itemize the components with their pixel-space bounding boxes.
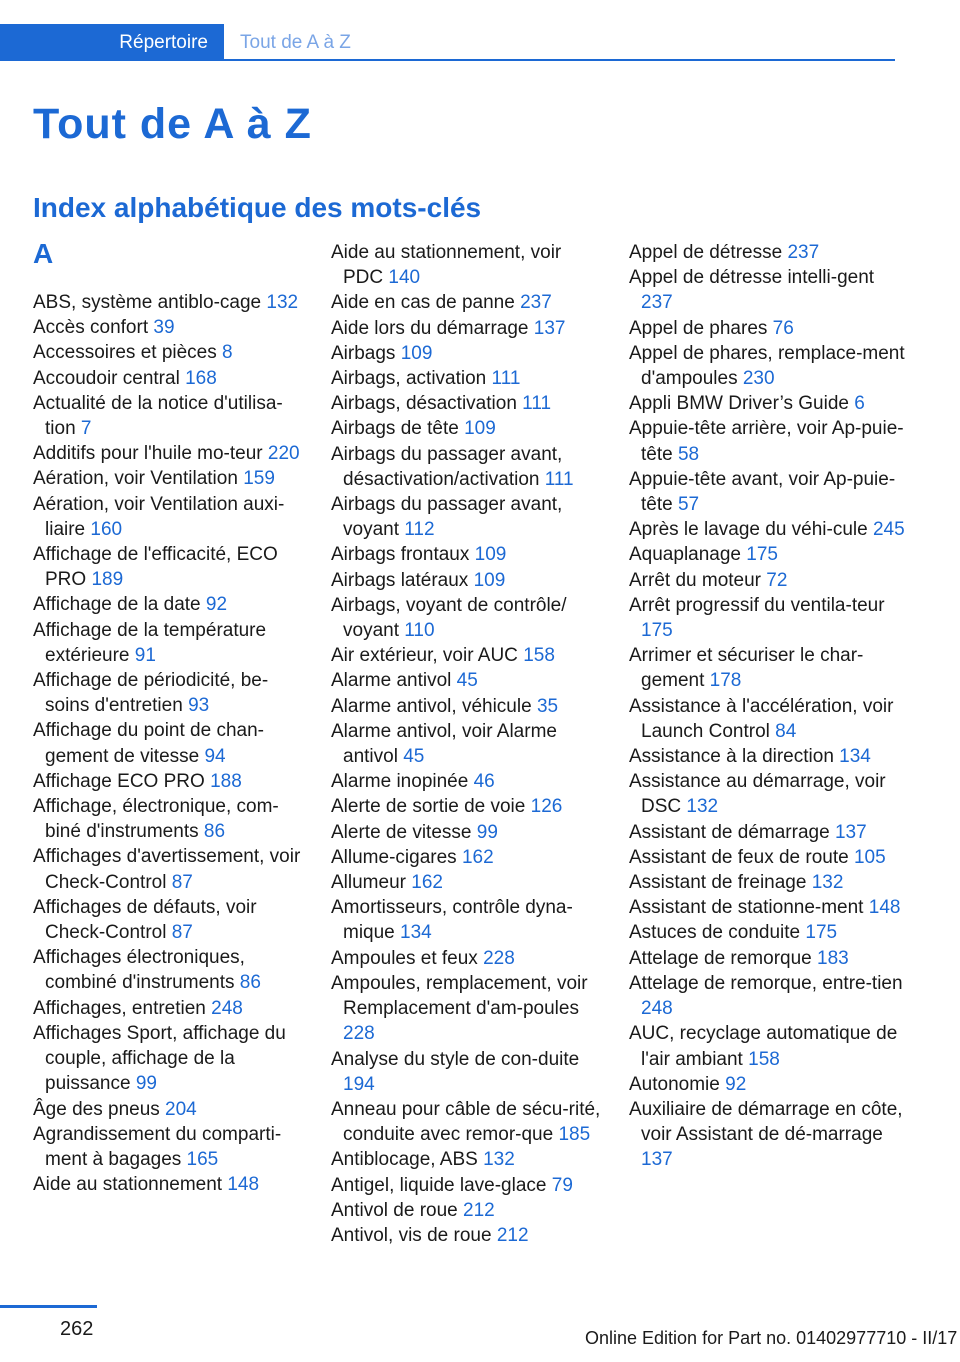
index-entry <box>33 996 305 1021</box>
entry-term: Autonomie <box>629 1073 720 1095</box>
index-entry <box>629 820 909 845</box>
index-entry <box>331 391 603 416</box>
index-entry <box>629 694 909 744</box>
index-entry <box>331 341 603 366</box>
index-entry <box>33 315 305 340</box>
entry-term: Arrêt du moteur <box>629 569 761 591</box>
entry-page-link[interactable]: 93 <box>188 695 210 717</box>
entry-term: Aération, voir Ventilation auxi-liaire <box>33 493 285 540</box>
entry-term: Actualité de la notice d'utilisa-tion <box>33 392 283 440</box>
entry-page-link[interactable]: 35 <box>536 695 559 717</box>
index-entry <box>331 769 603 794</box>
entry-page-link[interactable]: 248 <box>641 998 673 1020</box>
tab-repertoire[interactable]: Répertoire <box>0 24 224 61</box>
index-entry <box>331 593 603 643</box>
entry-term: Airbags latéraux <box>331 569 469 591</box>
entry-page-link[interactable]: 159 <box>243 468 275 490</box>
entry-term: Attelage de remorque, entre-tien <box>629 972 903 994</box>
entry-term: Antiblocage, ABS <box>331 1149 478 1171</box>
entry-term: Assistance à la direction <box>629 746 834 768</box>
entry-page-link[interactable]: 158 <box>523 645 555 667</box>
entry-term: Alarme antivol, voir Alarme antivol <box>331 720 557 768</box>
entry-term: Affichage ECO PRO <box>33 770 205 792</box>
section-letter: A <box>33 238 54 269</box>
index-entry <box>33 441 305 466</box>
entry-page-link[interactable]: 165 <box>186 1148 219 1170</box>
index-entry <box>331 643 603 668</box>
entry-term: Aquaplanage <box>629 544 741 566</box>
entry-term: Accoudoir central <box>33 367 180 389</box>
entry-page-link[interactable]: 87 <box>171 922 193 944</box>
index-entry <box>629 1097 909 1173</box>
entry-page-link[interactable]: 91 <box>134 644 156 666</box>
index-entry <box>331 845 603 870</box>
entry-term: Antivol, vis de roue <box>331 1224 492 1246</box>
entry-term: Alerte de vitesse <box>331 821 472 843</box>
entry-term: Alarme inopinée <box>331 771 469 793</box>
entry-term: Affichage de la date <box>33 594 201 616</box>
entry-term: Alarme antivol <box>331 670 452 692</box>
entry-term: Appel de phares <box>629 317 768 339</box>
index-entry <box>33 1097 305 1122</box>
entry-term: Affichages électroniques, combiné d'instruments <box>33 947 245 994</box>
entry-page-link[interactable]: 111 <box>491 368 521 390</box>
index-entry <box>331 1147 603 1172</box>
index-entry <box>33 391 305 441</box>
entry-page-link[interactable]: 99 <box>476 821 498 843</box>
header-tab-bar <box>0 24 895 61</box>
entry-term: Antivol de roue <box>331 1199 458 1221</box>
index-entry <box>33 668 305 718</box>
entry-term: Ampoules, remplacement, voir Remplacement d'am-poules <box>331 972 588 1020</box>
page-subtitle: Index alphabétique des mots-clés <box>33 192 482 223</box>
edition-note: Online Edition for Part no. 01402977710 - II/17 <box>585 1328 958 1348</box>
entry-page-link[interactable]: 57 <box>677 494 700 516</box>
index-entry <box>629 467 909 517</box>
entry-page-link[interactable]: 126 <box>530 796 563 818</box>
entry-page-link[interactable]: 45 <box>403 746 425 768</box>
index-entry <box>331 895 603 945</box>
entry-page-link[interactable]: 175 <box>641 620 673 642</box>
entry-term: Arrêt progressif du ventila-teur <box>629 594 885 616</box>
entry-page-link[interactable]: 109 <box>464 418 496 440</box>
index-entry <box>331 694 603 719</box>
entry-page-link[interactable]: 194 <box>343 1073 375 1095</box>
entry-page-link[interactable]: 137 <box>834 821 867 843</box>
entry-page-link[interactable]: 158 <box>748 1048 780 1070</box>
entry-term: Affichages de défauts, voir Check-Control <box>33 896 257 944</box>
entry-term: Appli BMW Driver’s Guide <box>629 393 849 415</box>
index-entry <box>629 920 909 945</box>
footer-accent-line <box>0 1305 97 1308</box>
entry-term: Affichage de l'efficacité, ECO PRO <box>33 544 278 591</box>
entry-page-link[interactable]: 132 <box>266 292 299 313</box>
entry-page-link[interactable]: 212 <box>463 1199 495 1221</box>
entry-page-link[interactable]: 39 <box>153 317 175 339</box>
index-entry <box>629 341 909 391</box>
entry-page-link[interactable]: 84 <box>775 720 797 742</box>
entry-term: Affichages Sport, affichage du couple, affichage de la puissance <box>33 1022 286 1095</box>
index-entry <box>629 391 909 416</box>
entry-page-link[interactable]: 45 <box>456 670 478 692</box>
entry-term: Airbags de tête <box>331 418 459 440</box>
index-entry <box>331 794 603 819</box>
index-entry <box>331 240 603 290</box>
index-entry <box>629 870 909 895</box>
entry-term: Airbags frontaux <box>331 544 470 566</box>
index-entry <box>629 744 909 769</box>
index-entry <box>33 718 305 768</box>
entry-term: Accès confort <box>33 317 149 339</box>
index-entry <box>33 1122 305 1172</box>
entry-term: Assistant de freinage <box>629 872 807 894</box>
entry-page-link[interactable]: 183 <box>817 947 849 969</box>
entry-term: Alerte de sortie de voie <box>331 796 526 818</box>
entry-term: Additifs pour l'huile mo-teur <box>33 443 263 465</box>
entry-page-link[interactable]: 105 <box>853 846 886 868</box>
index-entry <box>33 466 305 491</box>
index-entry <box>331 568 603 593</box>
entry-term: Appel de détresse intelli-gent <box>629 267 875 289</box>
index-entry <box>33 366 305 391</box>
index-entry <box>331 1223 603 1248</box>
entry-term: Airbags <box>331 342 396 364</box>
entry-page-link[interactable]: 8 <box>222 342 233 364</box>
entry-page-link[interactable]: 230 <box>742 368 775 390</box>
entry-term: Âge des pneus <box>33 1098 160 1120</box>
entry-term: Attelage de remorque <box>629 947 812 969</box>
index-entry <box>33 340 305 365</box>
index-entry <box>629 845 909 870</box>
index-entry <box>331 316 603 341</box>
index-entry <box>331 946 603 971</box>
index-entry <box>629 240 909 265</box>
entry-page-link[interactable]: 148 <box>227 1174 260 1196</box>
entry-page-link[interactable]: 134 <box>400 922 432 944</box>
index-entry <box>331 820 603 845</box>
entry-term: Allumeur <box>331 872 406 894</box>
entry-term: Assistance à l'accélération, voir Launch Control <box>629 695 894 742</box>
index-entry <box>33 1172 305 1197</box>
entry-page-link[interactable]: 94 <box>204 745 226 767</box>
index-column-2 <box>331 240 603 1248</box>
index-entry <box>331 870 603 895</box>
entry-page-link[interactable]: 162 <box>461 846 494 868</box>
index-entry <box>629 517 909 542</box>
entry-term: Assistant de démarrage <box>629 821 830 843</box>
entry-page-link[interactable]: 58 <box>677 443 700 465</box>
index-entry <box>33 290 305 315</box>
index-entry <box>33 945 305 995</box>
index-entry <box>33 618 305 668</box>
entry-page-link[interactable]: 87 <box>171 871 193 893</box>
entry-term: Après le lavage du véhi-cule <box>629 519 868 541</box>
entry-page-link[interactable]: 7 <box>80 418 92 440</box>
entry-term: Airbags, voyant de contrôle/ voyant <box>331 594 567 642</box>
index-entry <box>33 844 305 894</box>
entry-term: Assistant de stationne-ment <box>629 897 864 919</box>
index-entry <box>629 1021 909 1071</box>
entry-page-link[interactable]: 86 <box>239 972 261 994</box>
entry-term: Allume-cigares <box>331 846 457 868</box>
entry-term: Anneau pour câble de sécu-rité, conduite avec remor-que <box>331 1098 601 1146</box>
entry-page-link[interactable]: 189 <box>91 569 124 591</box>
index-entry <box>331 1173 603 1198</box>
entry-page-link[interactable]: 160 <box>90 518 123 540</box>
entry-page-link[interactable]: 185 <box>558 1124 591 1146</box>
entry-term: Aération, voir Ventilation <box>33 468 238 490</box>
index-entry <box>629 643 909 693</box>
entry-term: Ampoules et feux <box>331 947 478 969</box>
index-entry <box>331 719 603 769</box>
entry-term: Airbags, désactivation <box>331 393 517 415</box>
entry-page-link[interactable]: 46 <box>473 771 495 793</box>
entry-term: Appel de détresse <box>629 242 783 263</box>
index-entry <box>629 769 909 819</box>
entry-page-link[interactable]: 76 <box>772 317 794 339</box>
entry-page-link[interactable]: 228 <box>343 1023 375 1045</box>
entry-page-link[interactable]: 237 <box>787 242 820 263</box>
entry-page-link[interactable]: 111 <box>522 393 552 415</box>
entry-page-link[interactable]: 137 <box>641 1149 673 1171</box>
entry-page-link[interactable]: 178 <box>709 670 742 692</box>
entry-page-link[interactable]: 99 <box>135 1073 157 1095</box>
index-column-3 <box>629 240 909 1173</box>
entry-term: Affichages d'avertissement, voir Check-Control <box>33 846 301 893</box>
index-entry <box>331 442 603 492</box>
entry-term: Arrimer et sécuriser le char-gement <box>629 645 864 692</box>
entry-term: Alarme antivol, véhicule <box>331 695 532 717</box>
index-entry <box>629 568 909 593</box>
entry-term: Air extérieur, voir AUC <box>331 645 518 667</box>
entry-term: Analyse du style de con-duite <box>331 1048 580 1070</box>
entry-page-link[interactable]: 6 <box>854 393 865 415</box>
index-entry <box>33 794 305 844</box>
index-entry <box>629 971 909 1021</box>
tab-tout-de-a-a-z[interactable]: Tout de A à Z <box>240 32 351 53</box>
entry-term: Aide en cas de panne <box>331 292 515 314</box>
entry-term: Accessoires et pièces <box>33 342 217 364</box>
entry-term: Aide au stationnement, voir PDC <box>331 242 562 289</box>
index-entry <box>33 542 305 592</box>
entry-term: Astuces de conduite <box>629 922 801 944</box>
entry-page-link[interactable]: 140 <box>388 267 421 289</box>
entry-page-link[interactable]: 212 <box>496 1224 529 1246</box>
index-entry <box>629 416 909 466</box>
index-entry <box>33 1021 305 1097</box>
index-entry <box>629 895 909 920</box>
entry-term: Airbags du passager avant, désactivation/activation <box>331 443 563 490</box>
entry-page-link[interactable]: 175 <box>805 922 838 944</box>
index-entry <box>331 416 603 441</box>
entry-page-link[interactable]: 188 <box>210 770 242 792</box>
index-column-1 <box>33 240 305 1197</box>
entry-page-link[interactable]: 109 <box>400 342 433 364</box>
entry-term: ABS, système antiblo-cage <box>33 292 262 313</box>
entry-page-link[interactable]: 111 <box>544 468 574 490</box>
entry-page-link[interactable]: 132 <box>811 872 844 894</box>
entry-page-link[interactable]: 110 <box>404 620 435 642</box>
entry-term: Aide lors du démarrage <box>331 317 529 339</box>
entry-page-link[interactable]: 228 <box>483 947 515 969</box>
entry-page-link[interactable]: 92 <box>725 1073 747 1095</box>
entry-page-link[interactable]: 137 <box>533 317 566 339</box>
entry-page-link[interactable]: 132 <box>483 1149 515 1171</box>
entry-term: Auxiliaire de démarrage en côte, voir Assistant de dé-marrage <box>629 1098 903 1146</box>
entry-term: Appuie-tête avant, voir Ap-puie-tête <box>629 468 896 516</box>
entry-term: Antigel, liquide lave-glace <box>331 1174 547 1196</box>
entry-page-link[interactable]: 112 <box>404 519 435 541</box>
entry-term: Affichage, électronique, com-biné d'instruments <box>33 796 279 843</box>
entry-page-link[interactable]: 86 <box>203 821 226 843</box>
index-entry <box>331 290 603 315</box>
entry-page-link[interactable]: 109 <box>474 544 507 566</box>
entry-term: AUC, recyclage automatique de l'air ambiant <box>629 1023 898 1070</box>
entry-term: Appel de phares, remplace-ment d'ampoules <box>629 342 905 390</box>
index-entry <box>331 366 603 391</box>
entry-page-link[interactable]: 72 <box>766 569 788 591</box>
index-entry <box>629 265 909 315</box>
entry-page-link[interactable]: 248 <box>211 997 243 1019</box>
entry-term: Appuie-tête arrière, voir Ap-puie-tête <box>629 418 904 465</box>
entry-term: Agrandissement du comparti-ment à bagages <box>33 1123 282 1170</box>
entry-term: Affichage de périodicité, be-soins d'entretien <box>33 670 269 717</box>
entry-page-link[interactable]: 92 <box>205 594 228 616</box>
entry-page-link[interactable]: 148 <box>868 897 901 919</box>
index-entry <box>331 492 603 542</box>
index-entry <box>331 1047 603 1097</box>
index-entry <box>331 542 603 567</box>
entry-page-link[interactable]: 109 <box>473 569 506 591</box>
index-entry <box>331 971 603 1047</box>
entry-page-link[interactable]: 220 <box>267 443 300 465</box>
index-entry <box>331 668 603 693</box>
entry-page-link[interactable]: 175 <box>746 544 778 566</box>
entry-page-link[interactable]: 79 <box>551 1174 573 1196</box>
page-title: Tout de A à Z <box>33 100 312 148</box>
entry-term: Airbags du passager avant, voyant <box>331 494 563 541</box>
entry-page-link[interactable]: 204 <box>165 1098 197 1120</box>
entry-page-link[interactable]: 134 <box>839 746 871 768</box>
entry-term: Affichages, entretien <box>33 997 206 1019</box>
entry-page-link[interactable]: 237 <box>641 292 673 314</box>
entry-term: Assistance au démarrage, voir DSC <box>629 771 886 818</box>
index-entry <box>629 946 909 971</box>
index-entry <box>331 1097 603 1147</box>
entry-page-link[interactable]: 132 <box>686 796 719 818</box>
index-entry <box>33 592 305 617</box>
entry-term: Affichage du point de chan-gement de vitesse <box>33 720 264 767</box>
index-entry <box>629 1072 909 1097</box>
index-entry <box>629 593 909 643</box>
entry-term: Airbags, activation <box>331 368 487 390</box>
index-entry <box>629 316 909 341</box>
entry-term: Amortisseurs, contrôle dyna-mique <box>331 897 573 944</box>
entry-page-link[interactable]: 237 <box>520 292 552 314</box>
index-entry <box>33 895 305 945</box>
entry-page-link[interactable]: 168 <box>185 367 217 389</box>
index-entry <box>33 492 305 542</box>
entry-term: Affichage de la température extérieure <box>33 619 267 666</box>
entry-term: Assistant de feux de route <box>629 846 849 868</box>
index-entry <box>331 1198 603 1223</box>
index-entry <box>629 542 909 567</box>
entry-term: Aide au stationnement <box>33 1174 223 1196</box>
index-entry <box>33 769 305 794</box>
header-divider <box>224 59 895 61</box>
entry-page-link[interactable]: 162 <box>411 872 443 894</box>
page-number: 262 <box>60 1318 94 1340</box>
entry-page-link[interactable]: 245 <box>872 519 905 541</box>
